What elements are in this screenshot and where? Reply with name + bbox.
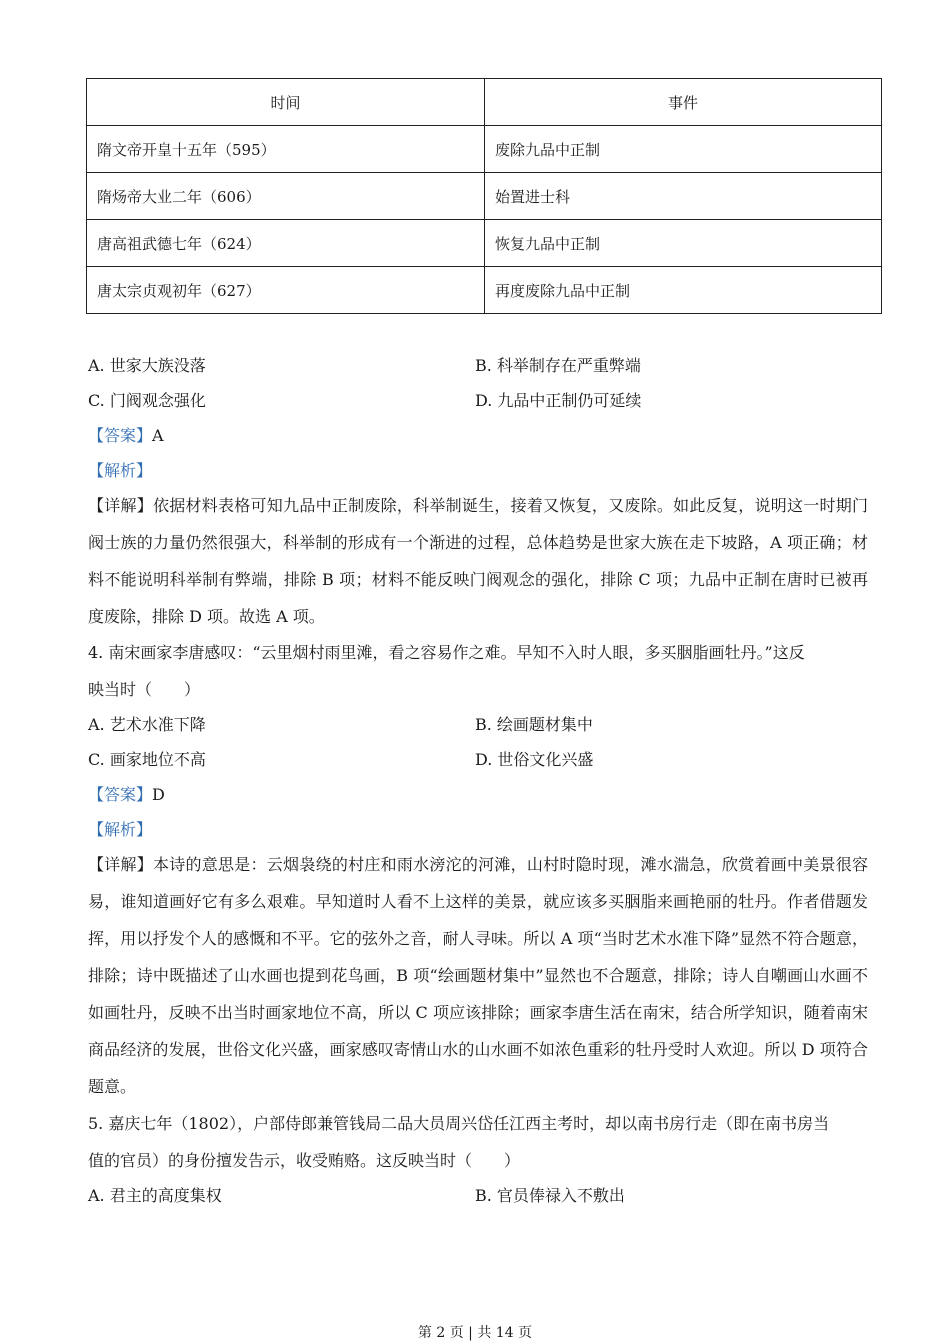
q4-answer — [88, 785, 165, 805]
q4-option-d: D. 世俗文化兴盛 — [475, 750, 594, 769]
answer-label: 【答案】 — [88, 785, 153, 804]
table-cell-time: 唐高祖武德七年（624） — [87, 220, 485, 267]
table-header-row — [87, 79, 882, 126]
table-cell-time: 隋炀帝大业二年（606） — [87, 173, 485, 220]
q4-option-a: A. 艺术水准下降 — [88, 715, 206, 734]
table-cell-event: 恢复九品中正制 — [485, 220, 882, 267]
table-header-time: 时间 — [87, 79, 485, 126]
table-cell-event: 始置进士科 — [485, 173, 882, 220]
table-row — [87, 267, 882, 314]
q3-option-c: C. 门阀观念强化 — [88, 391, 206, 410]
q4-detail: 【详解】本诗的意思是：云烟袅绕的村庄和雨水滂沱的河滩，山村时隐时现，滩水湍急，欣赏着画中美景很容易，谁知道画好它有多么艰难。早知道时人看不上这样的美景，就应该多买胭脂来画艳丽的牡丹。作者借题发挥，用以抒发个人的感慨和不平。它的弦外之音，耐人寻味。所以 A 项“当时艺术水准下降”显然不符合题意，排除；诗中既描述了山水画也提到花鸟画，B 项“绘画题材集中”显然也不合题意，排除；诗人自嘲画山水画不如画牡丹，反映不出当时画家地位不高，所以 C 项应该排除；画家李唐生活在南宋，结合所学知识，随着南宋商品经济的发展，世俗文化兴盛，画家感叹寄情山水的山水画不如浓色重彩的牡丹受时人欢迎。所以 D 项符合题意。 — [88, 855, 868, 1096]
q3-option-a: A. 世家大族没落 — [88, 356, 206, 375]
answer-value: A — [152, 426, 164, 445]
q4-stem-line2: 映当时（ ） — [88, 680, 201, 699]
q4-stem-line1: 4. 南宋画家李唐感叹：“云里烟村雨里滩，看之容易作之难。早知不入时人眼，多买胭脂画牡丹。”这反 — [88, 643, 805, 662]
q5-option-b: B. 官员俸禄入不敷出 — [475, 1186, 625, 1205]
events-table — [86, 78, 882, 314]
table-cell-event: 废除九品中正制 — [485, 126, 882, 173]
q4-analysis-label: 【解析】 — [88, 820, 153, 839]
page-footer: 第 2 页 | 共 14 页 — [417, 1325, 533, 1341]
q3-analysis-label: 【解析】 — [88, 461, 153, 480]
table-cell-time: 唐太宗贞观初年（627） — [87, 267, 485, 314]
q3-option-b: B. 科举制存在严重弊端 — [475, 356, 641, 375]
q3-detail: 【详解】依据材料表格可知九品中正制废除，科举制诞生，接着又恢复，又废除。如此反复，说明这一时期门阀士族的力量仍然很强大，科举制的形成有一个渐进的过程，总体趋势是世家大族在走下坡路，A 项正确；材料不能说明科举制有弊端，排除 B 项；材料不能反映门阀观念的强化，排除 C 项；九品中正制在唐时已被再度废除，排除 D 项。故选 A 项。 — [88, 496, 868, 626]
answer-value: D — [152, 785, 165, 804]
q4-option-b: B. 绘画题材集中 — [475, 715, 593, 734]
q4-option-c: C. 画家地位不高 — [88, 750, 206, 769]
q3-answer — [88, 426, 164, 446]
q5-stem-line1: 5. 嘉庆七年（1802），户部侍郎兼管钱局二品大员周兴岱任江西主考时，却以南书房行走（即在南书房当 — [88, 1114, 830, 1133]
table-row — [87, 126, 882, 173]
answer-label: 【答案】 — [88, 426, 153, 445]
table-row — [87, 220, 882, 267]
q5-stem-line2: 值的官员）的身份擅发告示，收受贿赂。这反映当时（ ） — [88, 1151, 521, 1170]
q3-option-d: D. 九品中正制仍可延续 — [475, 391, 642, 410]
table-row — [87, 173, 882, 220]
q5-option-a: A. 君主的高度集权 — [88, 1186, 222, 1205]
table-header-event: 事件 — [485, 79, 882, 126]
table-cell-event: 再度废除九品中正制 — [485, 267, 882, 314]
table-cell-time: 隋文帝开皇十五年（595） — [87, 126, 485, 173]
